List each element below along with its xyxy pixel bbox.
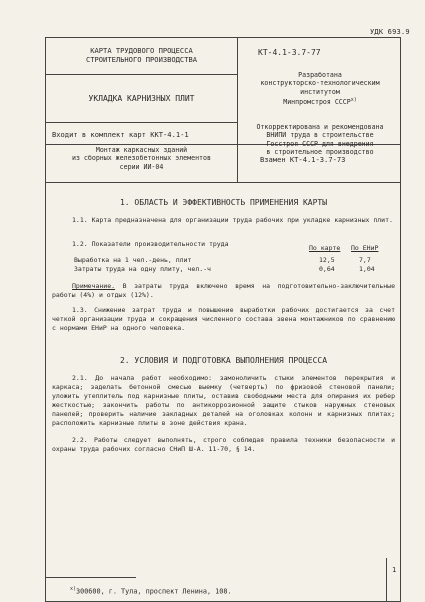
card-title: УКЛАДКА КАРНИЗНЫХ ПЛИТ xyxy=(88,94,195,103)
section2-heading: 2. УСЛОВИЯ И ПОДГОТОВКА ВЫПОЛНЕНИЯ ПРОЦЕССА xyxy=(119,356,328,365)
replaces-line: Взамен КТ-4.1-3.7-73 xyxy=(260,155,346,164)
table-row-card: 0,64 xyxy=(319,265,335,273)
section2-p22: 2.2. Работы следует выполнять, строго соблюдая правила техники безопасности и охраны труда рабочих согласно СНиП Ш-А. 11-70, § 14. xyxy=(52,436,395,453)
table-row-card: 12,5 xyxy=(319,256,335,264)
table-row-enir: 7,7 xyxy=(359,256,371,264)
table-row-label: Затраты труда на одну плиту, чел.-ч xyxy=(74,265,211,273)
col-card-header: По карте xyxy=(309,244,341,252)
section1-p11: 1.1. Карта предназначена для организации труда рабочих при укладке карнизных плит. xyxy=(72,216,393,224)
set-description: Монтаж каркасных зданий из сборных железобетонных элементов серии ИИ-04 xyxy=(72,146,211,171)
udk-code: УДК 693.9 xyxy=(370,28,410,36)
card-type-title: КАРТА ТРУДОВОГО ПРОЦЕССА СТРОИТЕЛЬНОГО ПРОИЗВОДСТВА xyxy=(85,46,198,64)
section1-p12: 1.2. Показатели производительности труда xyxy=(72,240,229,248)
set-line: Входит в комплект карт ККТ-4.1-1 xyxy=(52,130,189,139)
section2-p21: 2.1. До начала работ необходимо: замоноличить стыки элементов перекрытия и каркаса; заделать бетонной смесью выемку (четверть) по фризовой стеновой панели; уложить утеплитель под карнизные плиты, оставив свободными места для опирания их ребер жесткостью; закончить работы по антикоррозионной защите стыков наружных стеновых панелей; проверить наличие закладных деталей на оголовках колонн и карнизных плитах; расположить карнизные плиты в зоне действия крана. xyxy=(52,374,395,427)
footnote-mark: х) xyxy=(350,97,357,104)
developer-block: Разработана конструкторско-технологическим институтом Минпромстроя $СССР^{х)}$ xyxy=(260,71,380,107)
table-row-label: Выработка на 1 чел.-день, плит xyxy=(74,256,192,264)
table-row-enir: 1,04 xyxy=(359,265,375,273)
section1-heading: 1. ОБЛАСТЬ И ЭФФЕКТИВНОСТЬ ПРИМЕНЕНИЯ КАРТЫ xyxy=(119,198,328,207)
section1-p13: 1.3. Снижение затрат труда и повышение выработки рабочих достигается за счет четкой организации труда и сокращения численного состава звена монтажников по сравнению с нормами ЕНиР на одного человека. xyxy=(52,306,395,332)
section1-note: Примечание. В затраты труда включено время на подготовительно-заключительные работы (4%) и отдых (12%). xyxy=(52,282,395,299)
approval-block: Откорректирована и рекомендована ВНИПИ труда в строительстве Госстроя СССР для внедрения в строительное производство xyxy=(256,123,384,157)
page-number: 1 xyxy=(392,566,397,574)
document-page xyxy=(12,10,415,594)
footnote-mark: х) xyxy=(70,586,77,592)
col-enir-header: По ЕНиР xyxy=(351,244,379,252)
card-frame xyxy=(45,37,401,602)
footnote: $^{х)}$300600, г. Тула, проспект Ленина, 108. xyxy=(70,586,232,596)
card-code: КТ-4.1-3.7-77 xyxy=(258,48,321,57)
